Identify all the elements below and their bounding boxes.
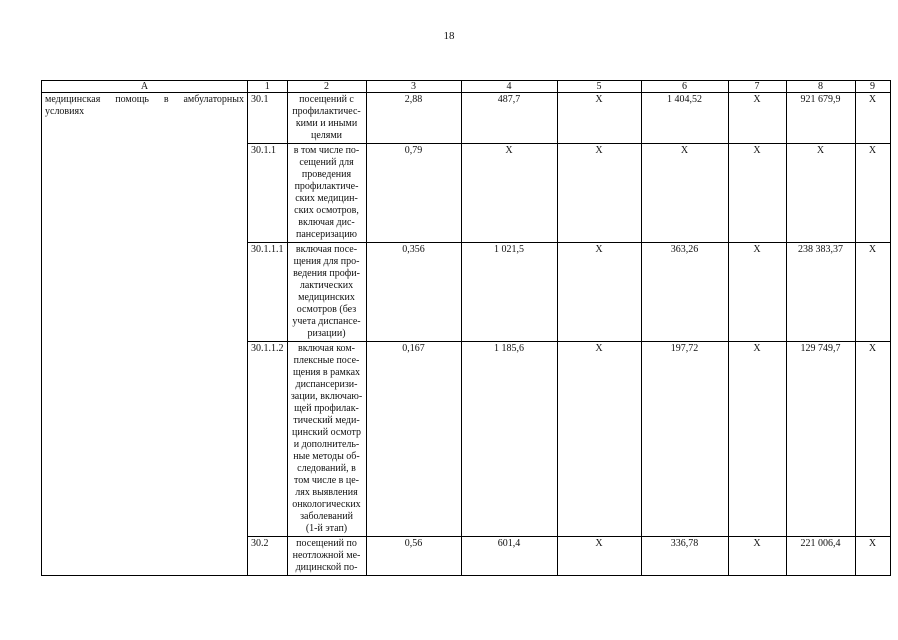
row-name-line: цинский осмотр — [292, 427, 361, 438]
row-name-line: щей профилак- — [294, 403, 359, 414]
row-name-line: профилактичес- — [292, 106, 361, 117]
row-name-line: включая ком- — [297, 343, 356, 354]
row-code: 30.1.1.2 — [248, 342, 288, 537]
row-name-line: учета диспансе- — [292, 316, 361, 327]
header-col-a: А — [42, 81, 248, 93]
header-col-5: 5 — [557, 81, 641, 93]
cell-col-4: Х — [461, 144, 557, 243]
cell-col-3: 0,56 — [366, 537, 461, 576]
row-code: 30.2 — [248, 537, 288, 576]
row-name-line: щения в рамках — [292, 367, 361, 378]
row-name-line: ских осмотров, — [294, 205, 359, 216]
cell-col-5: Х — [557, 93, 641, 144]
row-name-line: щения для про- — [293, 256, 360, 267]
cell-col-8: Х — [786, 144, 855, 243]
cell-col-9: Х — [855, 537, 890, 576]
row-name-line: ризации) — [307, 328, 346, 339]
header-col-7: 7 — [728, 81, 786, 93]
cell-col-4: 1 185,6 — [461, 342, 557, 537]
row-name-line: посещений с — [299, 94, 354, 105]
row-name-line: плексные посе- — [293, 355, 360, 366]
cell-col-5: Х — [557, 537, 641, 576]
row-name-line: кими и иными — [295, 118, 358, 129]
row-name-line: онкологических — [292, 499, 361, 510]
row-name-line: заболеваний — [300, 511, 353, 522]
row-name-line: целями — [310, 130, 343, 141]
row-name-line: ные методы об- — [293, 451, 360, 462]
header-col-2: 2 — [287, 81, 366, 93]
cell-col-6: 1 404,52 — [641, 93, 728, 144]
row-code: 30.1 — [248, 93, 288, 144]
row-name-line: включая посе- — [295, 244, 358, 255]
row-code: 30.1.1.1 — [248, 243, 288, 342]
cell-col-7: Х — [728, 144, 786, 243]
header-col-9: 9 — [855, 81, 890, 93]
header-col-3: 3 — [366, 81, 461, 93]
row-name — [287, 144, 366, 243]
cell-col-9: Х — [855, 144, 890, 243]
row-name-line: следований, в — [297, 463, 356, 474]
row-name-line: тический меди- — [293, 415, 360, 426]
header-col-6: 6 — [641, 81, 728, 93]
page-number: 18 — [443, 30, 455, 42]
cell-col-6: 336,78 — [641, 537, 728, 576]
cell-col-4: 487,7 — [461, 93, 557, 144]
cell-col-8: 238 383,37 — [786, 243, 855, 342]
row-name-line: в том числе по- — [293, 145, 360, 156]
row-name-line: медицинских — [298, 292, 355, 303]
cell-col-3: 2,88 — [366, 93, 461, 144]
row-name-line: диспансеризи- — [295, 379, 358, 390]
data-table — [41, 80, 891, 576]
header-row — [42, 81, 891, 93]
cell-col-9: Х — [855, 93, 890, 144]
row-name-line: осмотров (без — [296, 304, 357, 315]
cell-col-9: Х — [855, 243, 890, 342]
row-name-line: неотложной ме- — [292, 550, 361, 561]
row-name-line: проведения — [301, 169, 352, 180]
row-name-line: сещений для — [299, 157, 354, 168]
cell-col-8: 921 679,9 — [786, 93, 855, 144]
header-col-8: 8 — [786, 81, 855, 93]
row-name-line: лях выявления — [295, 487, 358, 498]
cell-col-3: 0,356 — [366, 243, 461, 342]
row-name-line: зации, включаю- — [290, 391, 363, 402]
row-name — [287, 243, 366, 342]
cell-col-7: Х — [728, 537, 786, 576]
cell-col-7: Х — [728, 243, 786, 342]
row-name-line: ведения профи- — [293, 268, 360, 279]
row-name — [287, 537, 366, 576]
row-name — [287, 93, 366, 144]
cell-col-7: Х — [728, 93, 786, 144]
cell-col-3: 0,167 — [366, 342, 461, 537]
row-name-line: пансеризацию — [295, 229, 358, 240]
header-col-4: 4 — [461, 81, 557, 93]
cell-col-6: Х — [641, 144, 728, 243]
cell-col-4: 601,4 — [461, 537, 557, 576]
cell-col-4: 1 021,5 — [461, 243, 557, 342]
row-name-line: посещений по — [296, 538, 357, 549]
cell-col-8: 129 749,7 — [786, 342, 855, 537]
row-name-line: профилактиче- — [294, 181, 359, 192]
row-name-line: дицинской по- — [295, 562, 358, 573]
row-code: 30.1.1 — [248, 144, 288, 243]
section-label: медицинская помощь в амбулаторных условиях — [42, 93, 248, 576]
header-col-1: 1 — [248, 81, 288, 93]
cell-col-8: 221 006,4 — [786, 537, 855, 576]
row-name-line: лактических — [299, 280, 354, 291]
table-row — [42, 93, 891, 144]
cell-col-7: Х — [728, 342, 786, 537]
cell-col-5: Х — [557, 342, 641, 537]
row-name-line: включая дис- — [298, 217, 355, 228]
row-name-line: том числе в це- — [294, 475, 359, 486]
cell-col-9: Х — [855, 342, 890, 537]
row-name — [287, 342, 366, 537]
cell-col-6: 197,72 — [641, 342, 728, 537]
row-name-line: (1-й этап) — [305, 523, 348, 534]
cell-col-6: 363,26 — [641, 243, 728, 342]
cell-col-5: Х — [557, 144, 641, 243]
row-name-line: и дополнитель- — [293, 439, 360, 450]
cell-col-5: Х — [557, 243, 641, 342]
cell-col-3: 0,79 — [366, 144, 461, 243]
row-name-line: ских медицин- — [295, 193, 358, 204]
